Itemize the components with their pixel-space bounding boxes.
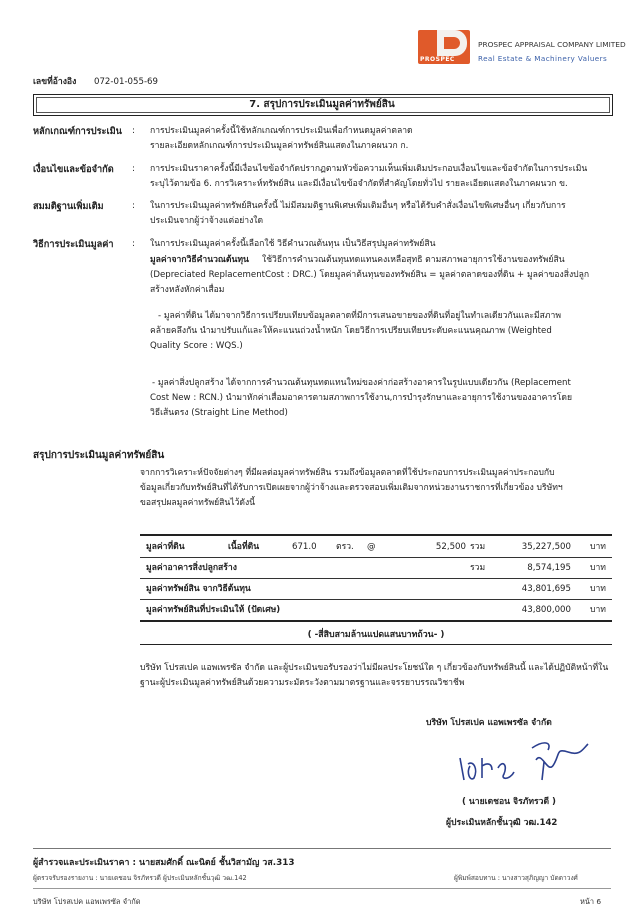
amount-in-words: ( -สี่สิบสามล้านแปดแสนบาทถ้วน- ) (307, 630, 445, 640)
signature-company: บริษัท โปรสเปค แอพเพรซัล จำกัด (426, 718, 552, 728)
criteria-label: หลักเกณฑ์การประเมิน (33, 126, 122, 137)
reviewer-line: ผู้ตรวจรับรองรายงาน : นายเดชอน จิรภัทรวดี ผู้ประเมินหลักชั้นวุฒิ วฒ.142 (33, 874, 247, 882)
method-intro: ในการประเมินมูลค่าครั้งนี้เลือกใช้ วิธีคำนวณต้นทุน เป็นวิธีสรุปมูลค่าทรัพย์สิน (150, 239, 436, 249)
criteria-line: การประเมินมูลค่าครั้งนี้ใช้หลักเกณฑ์การประเมินเพื่อกำหนดมูลค่าตลาด (150, 126, 413, 136)
assumptions-label: สมมติฐานเพิ่มเติม (33, 201, 104, 212)
building-currency: บาท (590, 563, 606, 573)
conditions-line: ระบุไว้ตามข้อ 6. การวิเคราะห์ทรัพย์สิน และมีเงื่อนไขข้อจำกัดที่สำคัญโดยทั่วไป รายละเอียดแสดงในภาคผนวก ข. (150, 179, 568, 189)
colon: : (132, 201, 135, 211)
table-row-cost (140, 579, 612, 600)
final-currency: บาท (590, 605, 606, 615)
method-label: วิธีการประเมินมูลค่า (33, 239, 114, 250)
company-tagline: Real Estate & Machinery Valuers (478, 54, 608, 63)
reference-label: เลขที่อ้างอิง (33, 77, 77, 87)
assumptions-line: ประเมินจากผู้ว่าจ้างแต่อย่างใด (150, 216, 264, 226)
colon: : (132, 164, 135, 174)
cost-method-line: ใช้วิธีการคำนวณต้นทุนทดแทนคงเหลือสุทธิ ตามสภาพอายุการใช้งานของทรัพย์สิน (262, 255, 565, 265)
land-currency: บาท (590, 542, 606, 552)
land-at: @ (367, 542, 376, 552)
summary-line: จากการวิเคราะห์ปัจจัยต่างๆ ที่มีผลต่อมูลค่าทรัพย์สิน รวมถึงข้อมูลตลาดที่ใช้ประกอบการประเมินมูลค่าประกอบกับ (140, 468, 555, 478)
footer-company: บริษัท โปรสเปค แอพเพรซัล จำกัด (33, 897, 141, 906)
criteria-line: รายละเอียดหลักเกณฑ์การประเมินมูลค่าทรัพย์สินแสดงในภาคผนวก ก. (150, 141, 409, 151)
cost-method-title: มูลค่าจากวิธีคำนวณต้นทุน (150, 255, 249, 265)
building-method-line: Cost New : RCN.) นำมาหักค่าเสื่อมอาคารตามสภาพการใช้งาน,การบำรุงรักษาและอายุการใช้งานของอาคารโดย (150, 393, 573, 403)
cost-method-line: สร้างหลังหักค่าเสื่อม (150, 285, 225, 295)
table-top-rule (140, 534, 612, 536)
cost-total: 43,801,695 (521, 584, 571, 594)
statement-line: ฐานะผู้ประเมินมูลค่าทรัพย์สินด้วยความระมัดระวังตามมาตรฐานและจรรยาบรรณวิชาชีพ (140, 678, 465, 688)
page-number: หน้า 6 (580, 897, 602, 906)
land-total: 35,227,500 (521, 542, 571, 552)
building-method-line: วิธีเส้นตรง (Straight Line Method) (150, 408, 288, 418)
logo-p-inner (444, 37, 460, 49)
land-unit: ตรว. (336, 542, 354, 552)
footer-divider-2 (33, 888, 611, 889)
statement-line: บริษัท โปรสเปค แอพเพรซัล จำกัด และผู้ประเมินขอรับรองว่าไม่มีผลประโยชน์ใด ๆ เกี่ยวข้องกับทรัพย์สินนี้ และได้ปฏิบัติหน้าที่ใน (140, 663, 609, 673)
table-row-final (140, 600, 612, 622)
land-method-line: - มูลค่าที่ดิน ได้มาจากวิธีการเปรียบเทียบข้อมูลตลาดที่มีการเสนอขายของที่ดินที่อยู่ในทำเลเดียวกันและมีสภาพ (158, 311, 562, 321)
land-area: 671.0 (292, 542, 317, 552)
colon: : (132, 126, 135, 136)
summary-line: ขอสรุปผลมูลค่าทรัพย์สินไว้ดังนี้ (140, 498, 256, 508)
summary-line: ข้อมูลเกี่ยวกับทรัพย์สินที่ได้รับการเปิดเผยจากผู้ว่าจ้างและตรวจสอบเพิ่มเติมจากหน่วยงานราชการที่เกี่ยวข้อง บริษัทฯ (140, 483, 563, 493)
summary-title: สรุปการประเมินมูลค่าทรัพย์สิน (33, 450, 165, 461)
cost-currency: บาท (590, 584, 606, 594)
building-total: 8,574,195 (527, 563, 571, 573)
printer-line: ผู้พิมพ์สอบทาน : นางสาวสุภิญญา บัดดาวงศ์ (454, 874, 578, 882)
cost-method-line: (Depreciated ReplacementCost : DRC.) โดยมูลค่าต้นทุนของทรัพย์สิน = มูลค่าตลาดของที่ดิน + มูลค่าของสิ่งปลูก (150, 270, 590, 280)
final-label: มูลค่าทรัพย์สินที่ประเมินให้ (ปัดเศษ) (146, 605, 281, 615)
appraiser-position: ผู้ประเมินหลักชั้นวุฒิ วฒ.142 (446, 818, 558, 828)
section-title: 7. สรุปการประเมินมูลค่าทรัพย์สิน (249, 99, 395, 110)
cost-label: มูลค่าทรัพย์สิน จากวิธีต้นทุน (146, 584, 251, 594)
colon: : (132, 239, 135, 249)
conditions-line: การประเมินราคาครั้งนี้มีเงื่อนไขข้อจำกัดปรากฏตามหัวข้อความเห็นเพิ่มเติมประกอบเงื่อนไขและข้อจำกัดในการประเมิน (150, 164, 588, 174)
land-label: มูลค่าที่ดิน (146, 542, 185, 552)
land-method-line: Quality Score : WQS.) (150, 341, 243, 351)
building-method-line: - มูลค่าสิ่งปลูกสร้าง ได้จากการคำนวณต้นทุนทดแทนใหม่ของค่าก่อสร้างอาคารในรูปแบบเดียวกัน (Replacement (152, 378, 571, 388)
land-area-label: เนื้อที่ดิน (228, 542, 260, 552)
building-total-label: รวม (470, 563, 486, 573)
table-row-building (140, 558, 612, 579)
assumptions-line: ในการประเมินมูลค่าทรัพย์สินครั้งนี้ ไม่มีสมมติฐานพิเศษเพิ่มเติมอื่นๆ หรือได้รับคำสั่งเงื่อนไขพิเศษอื่นๆ เกี่ยวกับการ (150, 201, 566, 211)
surveyor-line: ผู้สำรวจและประเมินราคา : นายสมศักดิ์ ณะนิตย์ ชั้นวิสามัญ วส.313 (33, 858, 295, 868)
handwritten-signature (452, 730, 602, 790)
logo-text: PROSPEC (420, 56, 455, 63)
reference-number: 072-01-055-69 (94, 77, 158, 87)
land-price: 52,500 (435, 542, 466, 552)
building-label: มูลค่าอาคารสิ่งปลูกสร้าง (146, 563, 237, 573)
conditions-label: เงื่อนไขและข้อจำกัด (33, 164, 114, 175)
footer-divider (33, 848, 611, 849)
table-row-land (140, 537, 612, 558)
land-total-label: รวม (470, 542, 486, 552)
company-name: PROSPEC APPRAISAL COMPANY LIMITED (478, 40, 626, 49)
final-total: 43,800,000 (521, 605, 571, 615)
land-method-line: คล้ายคลึงกัน นำมาปรับแก้และให้คะแนนถ่วงน้ำหนัก โดยวิธีการเปรียบเทียบระดับคะแนนคุณภาพ (Weighted (150, 326, 552, 336)
appraiser-name: ( นายเดชอน จิรภัทรวดี ) (462, 797, 556, 807)
